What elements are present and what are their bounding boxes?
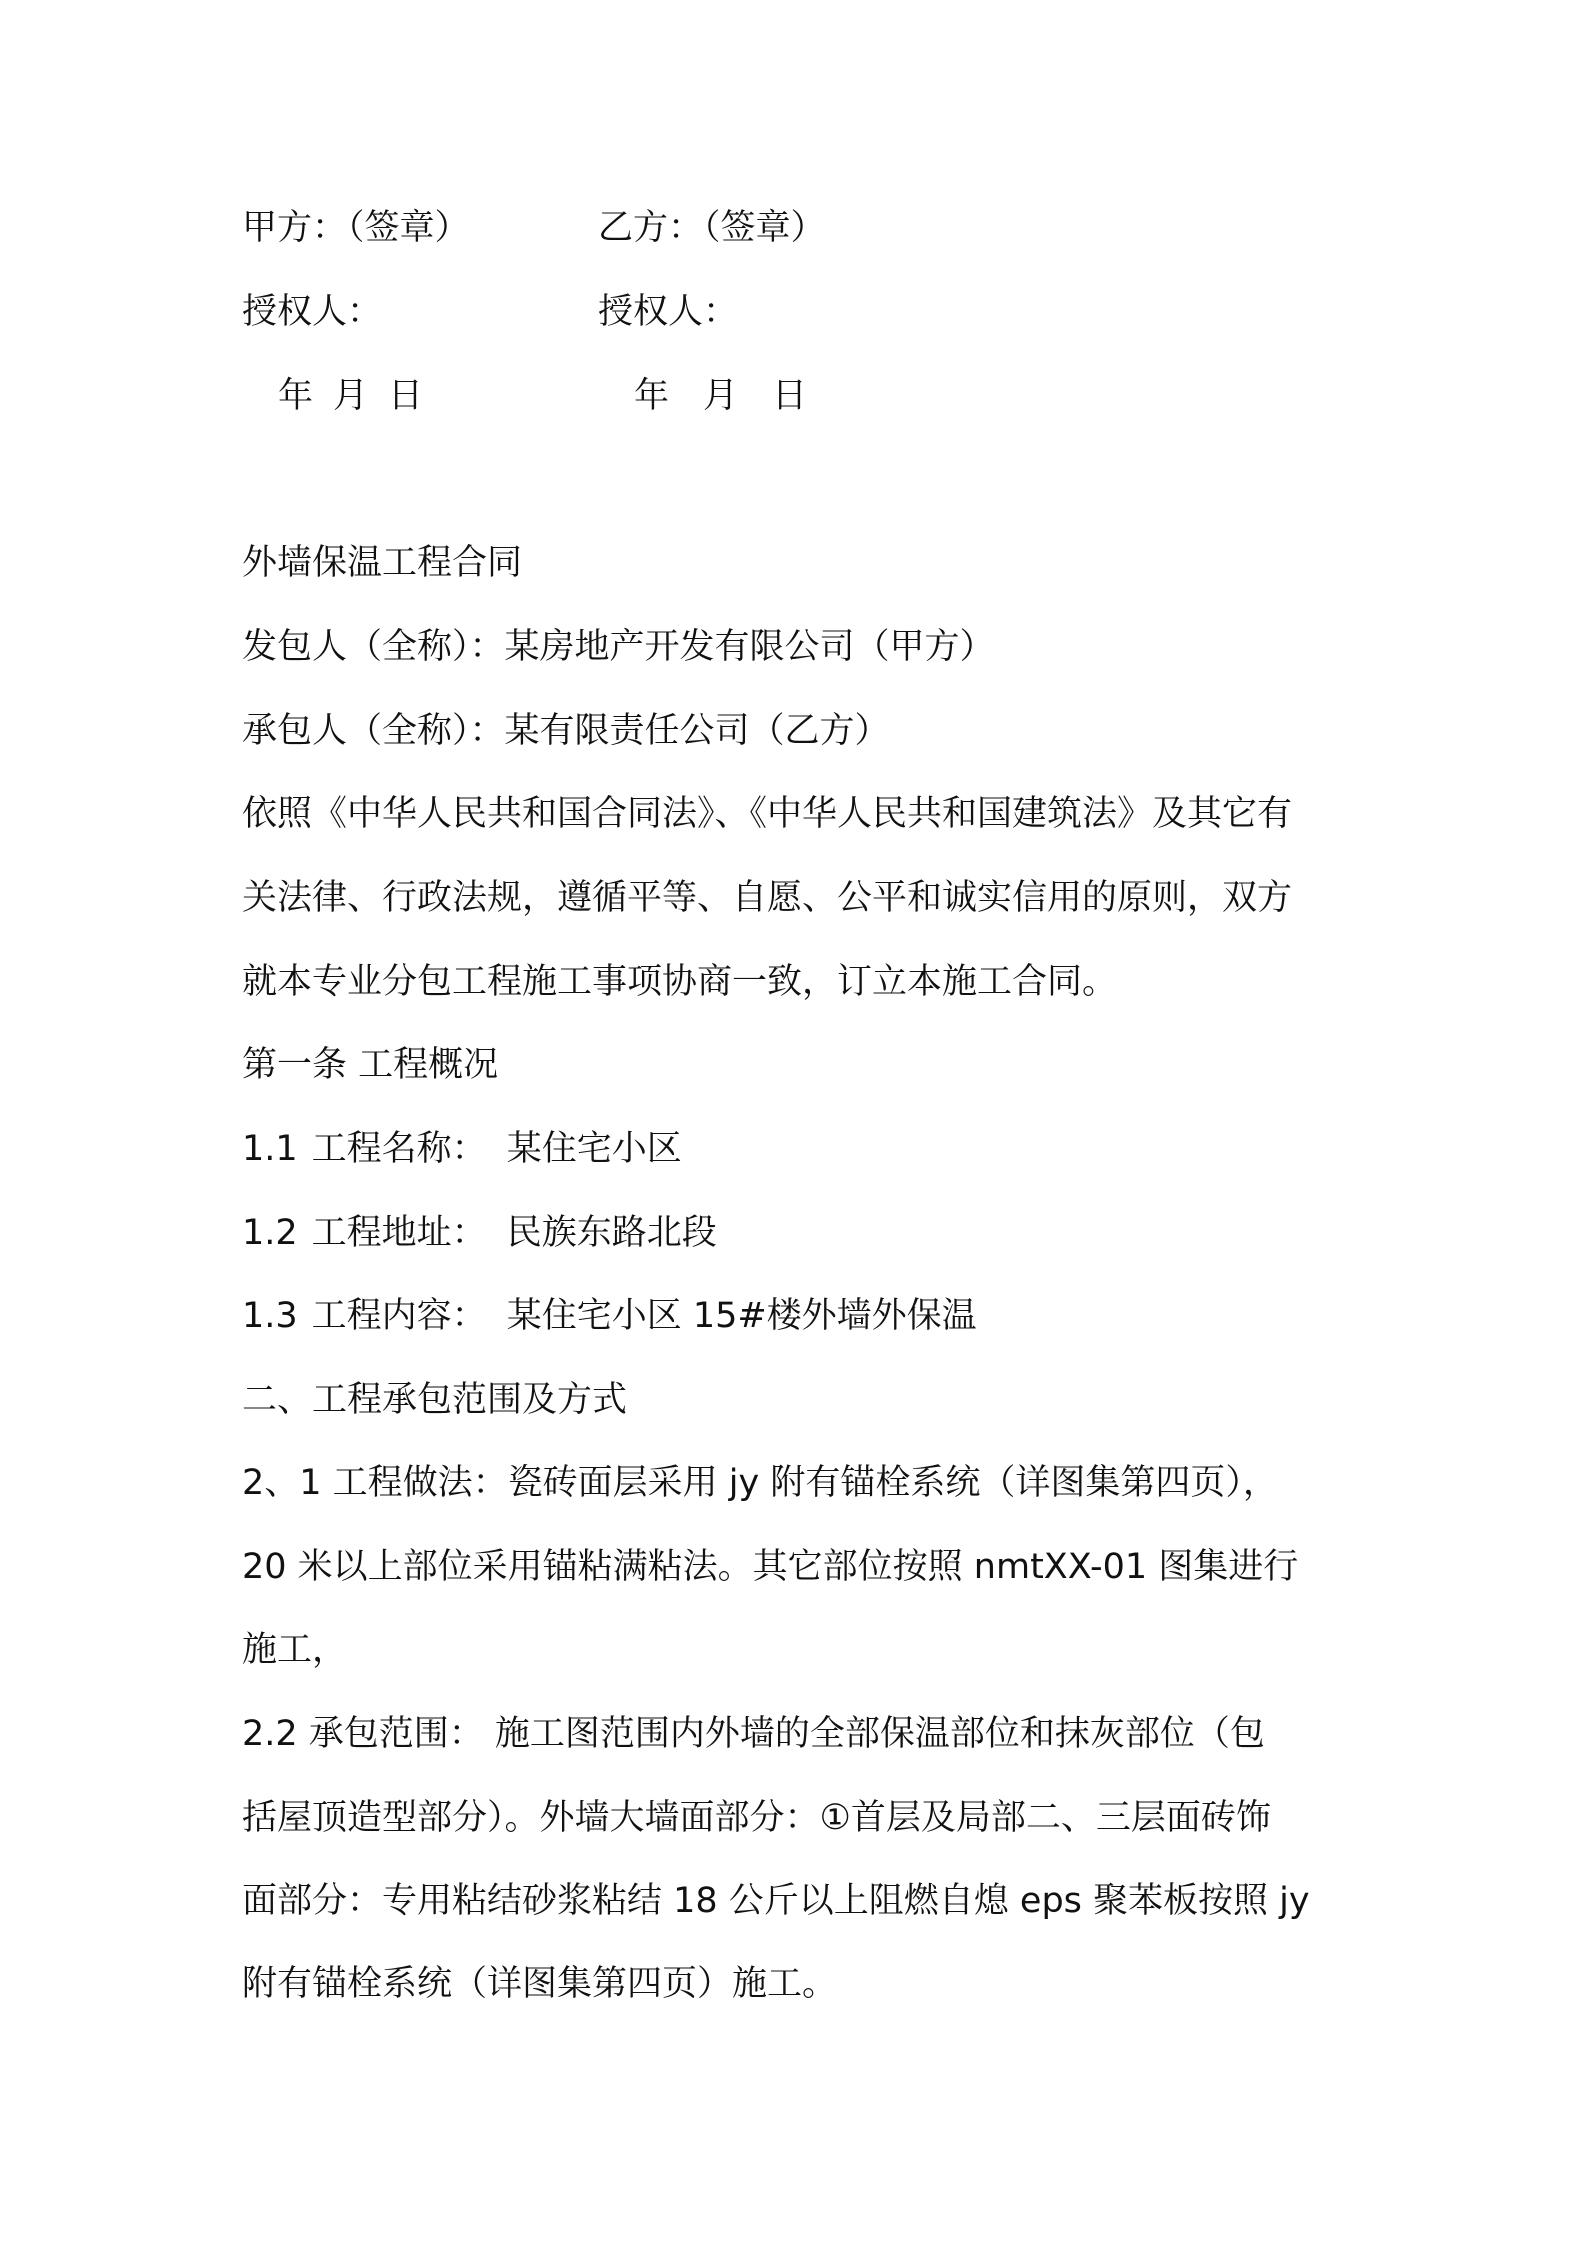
scope-line: 括屋顶造型部分）。外墙大墙面部分：①首层及局部二、三层面砖饰 [242, 1798, 1271, 1838]
scope-line: 附有锚栓系统（详图集第四页）施工。 [242, 1964, 838, 2004]
item-number: 1.2 [242, 1213, 298, 1253]
date-year-label: 年 [278, 376, 314, 416]
item-label: 工程内容： [311, 1296, 487, 1336]
employer-line: 发包人（全称）：某房地产开发有限公司（甲方） [242, 627, 995, 667]
item-label: 工程名称： [311, 1129, 487, 1169]
contractor-line: 承包人（全称）：某有限责任公司（乙方） [242, 711, 890, 751]
party-b-authorized: 授权人： [598, 292, 739, 332]
date-day-label: 日 [772, 376, 808, 416]
date-month-label: 月 [333, 376, 369, 416]
party-a-authorized: 授权人： [242, 292, 383, 332]
item-label: 工程地址： [311, 1213, 487, 1253]
party-a-date [242, 376, 423, 416]
method-line: 2、1 工程做法：瓷砖面层采用 jy 附有锚栓系统（详图集第四页）， [242, 1463, 1278, 1503]
article2-heading: 二、工程承包范围及方式 [242, 1380, 628, 1420]
scope-line: 2.2 承包范围： 施工图范围内外墙的全部保温部位和抹灰部位（包 [242, 1714, 1265, 1754]
method-line: 施工， [242, 1630, 348, 1670]
signature-row-seal [242, 206, 826, 250]
preamble-line: 就本专业分包工程施工事项协商一致，订立本施工合同。 [242, 962, 1118, 1002]
contract-title: 外墙保温工程合同 [242, 543, 523, 583]
method-line: 20 米以上部位采用锚粘满粘法。其它部位按照 nmtXX-01 图集进行 [242, 1547, 1299, 1587]
item-value: 某住宅小区 15#楼外墙外保温 [506, 1296, 977, 1336]
scope-line: 面部分：专用粘结砂浆粘结 18 公斤以上阻燃自熄 eps 聚苯板按照 jy [242, 1881, 1310, 1921]
project-item-name [242, 1127, 682, 1171]
preamble-line: 关法律、行政法规，遵循平等、自愿、公平和诚实信用的原则，双方 [242, 878, 1293, 918]
party-a-seal: 甲方：（签章） [242, 208, 470, 248]
party-b-date [634, 374, 807, 418]
item-value: 某住宅小区 [506, 1129, 682, 1169]
project-item-content [242, 1294, 977, 1338]
signature-row-authorized [242, 290, 739, 334]
article1-heading: 第一条 工程概况 [242, 1045, 499, 1085]
date-month-label: 月 [703, 376, 739, 416]
preamble-line: 依照《中华人民共和国合同法》、《中华人民共和国建筑法》及其它有 [242, 794, 1293, 834]
item-number: 1.1 [242, 1129, 298, 1169]
date-year-label: 年 [634, 376, 670, 416]
item-value: 民族东路北段 [506, 1213, 717, 1253]
item-number: 1.3 [242, 1296, 298, 1336]
party-b-seal: 乙方：（签章） [598, 208, 826, 248]
date-day-label: 日 [388, 376, 424, 416]
project-item-address [242, 1211, 717, 1255]
signature-row-date [242, 374, 808, 418]
